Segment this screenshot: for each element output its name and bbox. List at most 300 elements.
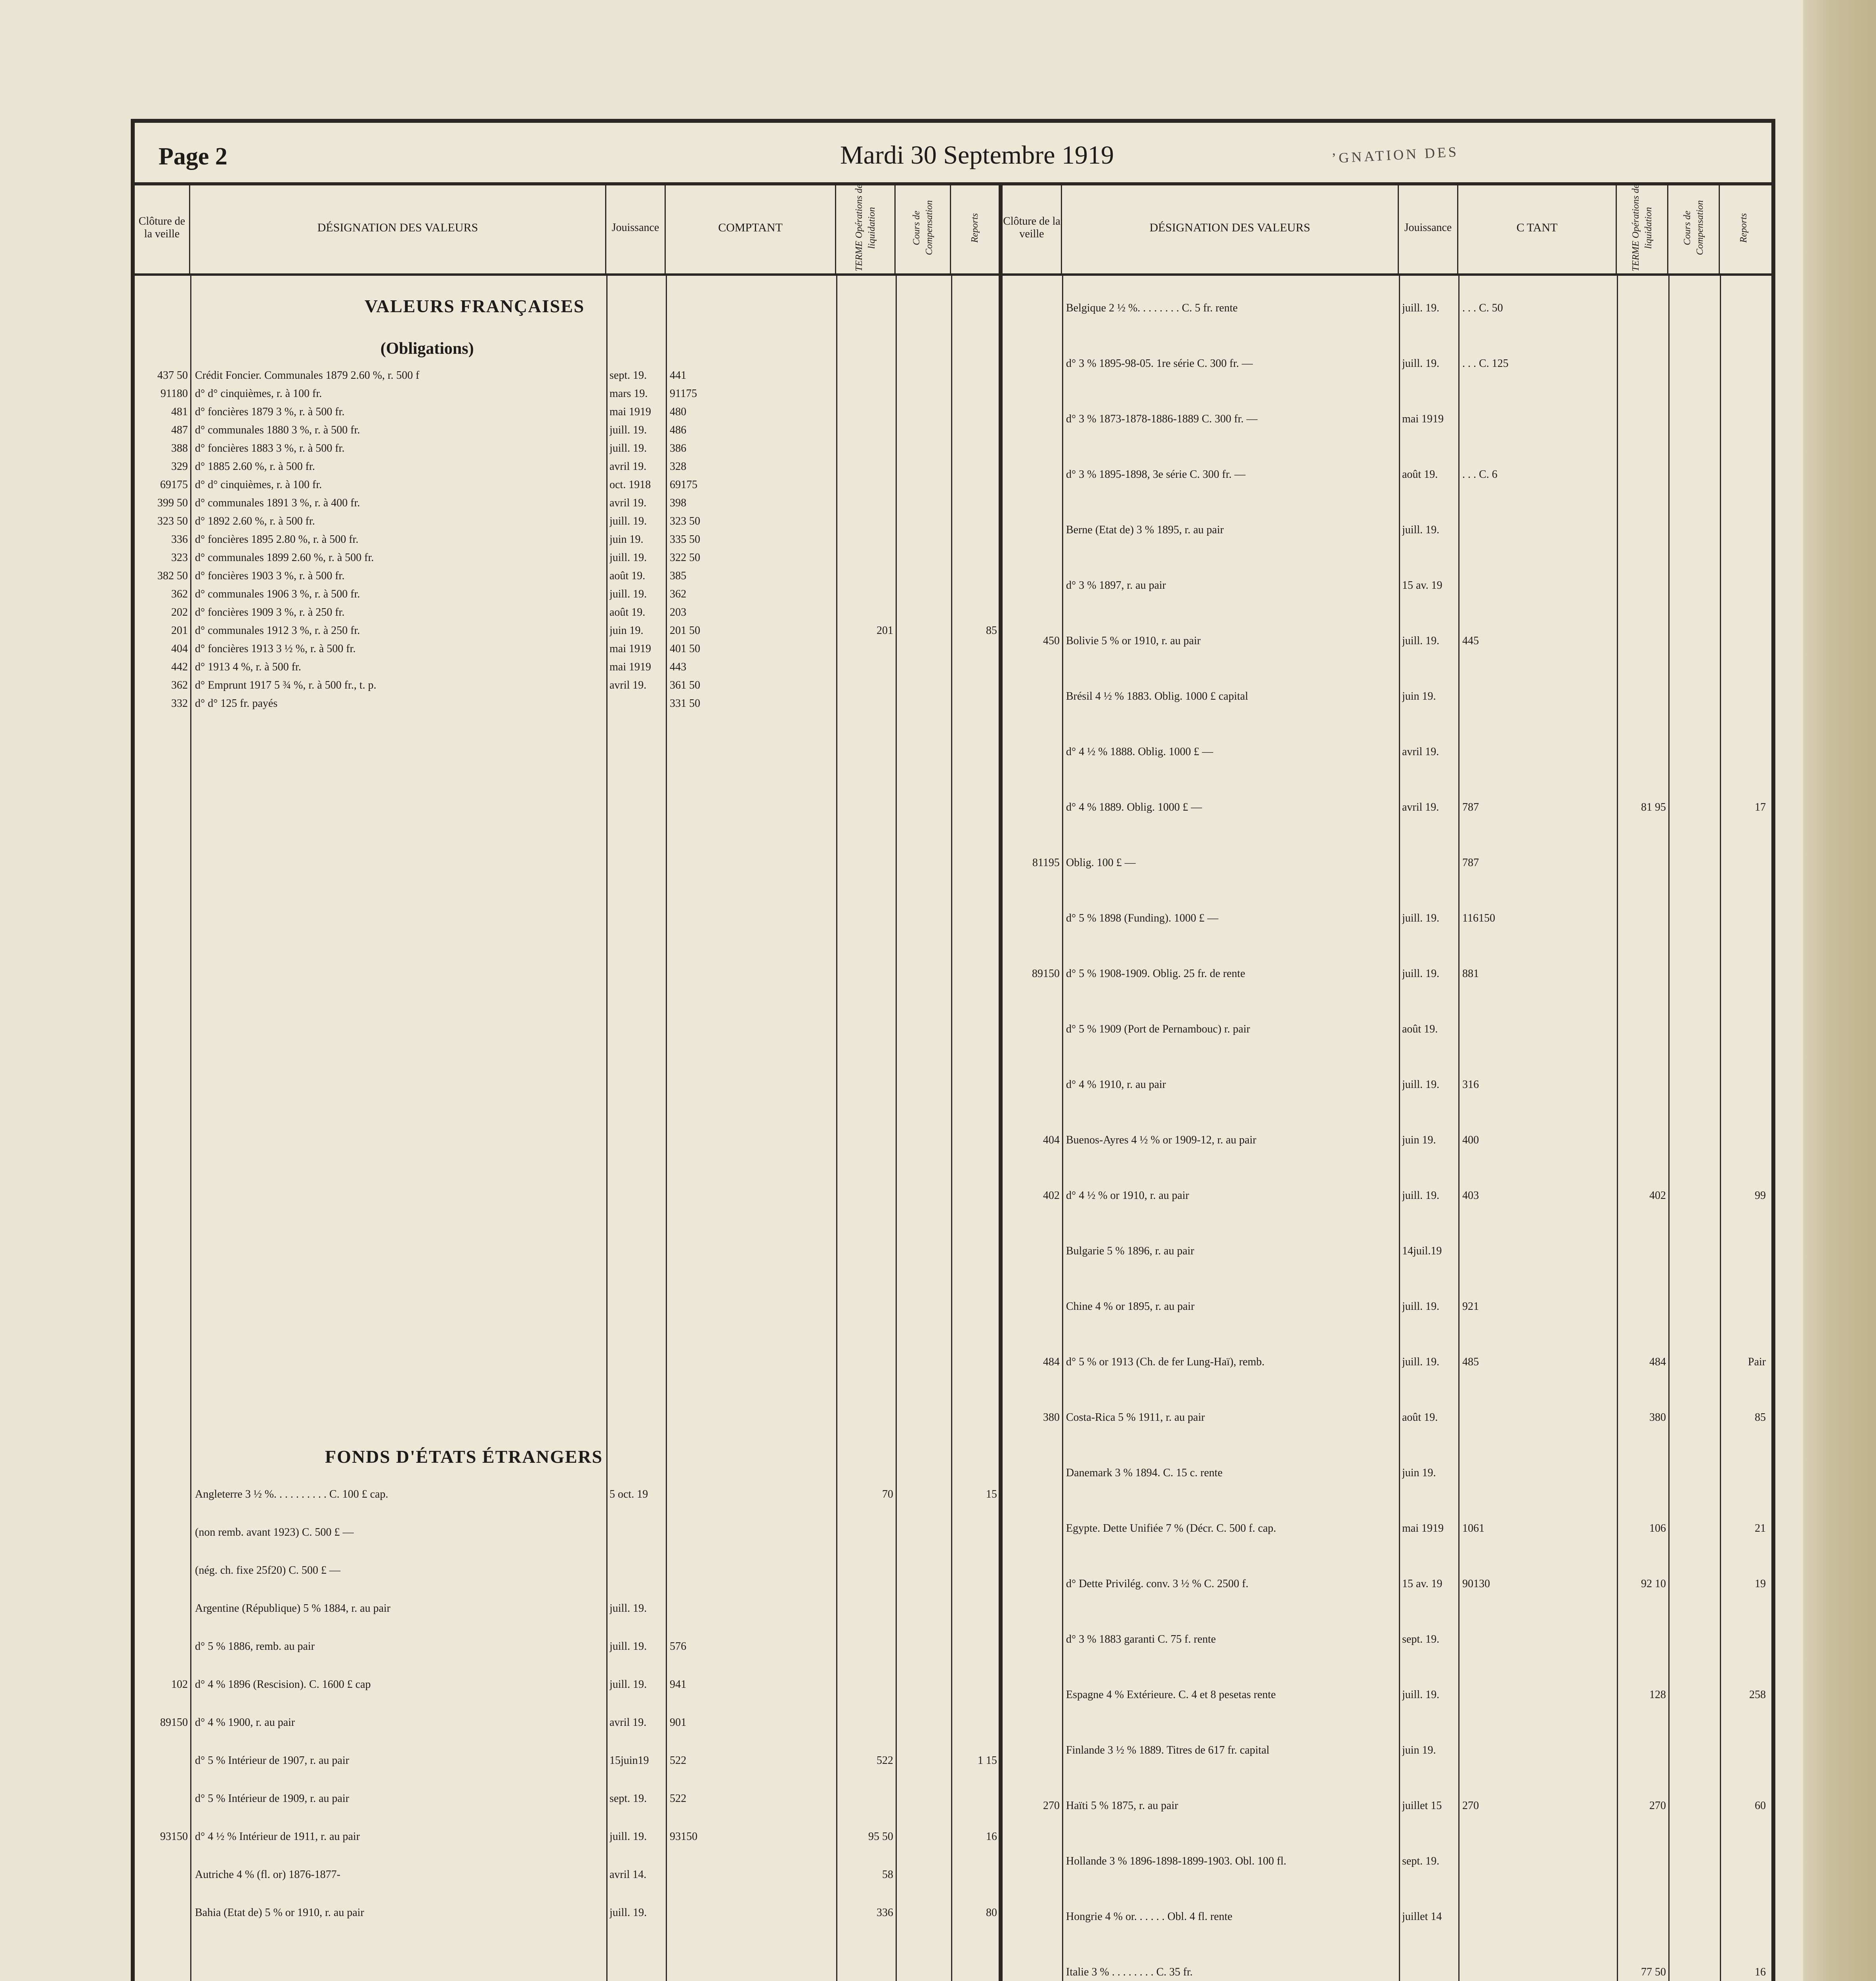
table-row: [135, 604, 999, 622]
cell-cloture: 91180: [160, 387, 188, 400]
cell-jouissance: avril 19.: [609, 679, 647, 691]
cell-designation: Hongrie 4 % or. . . . . . Obl. 4 fl. rente: [1066, 1910, 1232, 1923]
cell-comptant: 93150: [670, 1830, 697, 1843]
cell-jouissance: mai 1919: [609, 406, 651, 418]
cell-jouissance: juillet 15: [1402, 1800, 1442, 1812]
cell-designation: d° 5 % 1909 (Port de Pernambouc) r. pair: [1066, 1023, 1250, 1035]
section-subheading: [135, 335, 999, 367]
newspaper-page: [131, 119, 1775, 1981]
cell-comptant: 116150: [1462, 912, 1495, 924]
page-date: Mardi 30 Septembre 1919: [840, 141, 1114, 170]
cell-designation: d° 5 % 1908-1909. Oblig. 25 fr. de rente: [1066, 968, 1246, 980]
header-cloture: Clôture de la veille: [1003, 182, 1062, 273]
cell-comptant: 443: [670, 661, 686, 673]
cell-reports: 99: [1755, 1189, 1766, 1202]
table-row: [1003, 1464, 1771, 1520]
cell-jouissance: avril 14.: [609, 1868, 647, 1881]
cell-jouissance: 15 av. 19: [1402, 1578, 1442, 1590]
cell-jouissance: juill. 19.: [609, 1907, 647, 1919]
cell-comptant: 322 50: [670, 552, 700, 564]
cell-jouissance: sept. 19.: [609, 1792, 647, 1805]
cell-designation: Autriche 4 % (fl. or) 1876-1877-: [195, 1868, 341, 1881]
cell-terme: 402: [1649, 1189, 1666, 1202]
left-column-headers: [135, 182, 999, 276]
table-row: [135, 1638, 999, 1676]
cell-designation: d° d° cinquièmes, r. à 100 fr.: [195, 387, 322, 400]
cell-designation: Espagne 4 % Extérieure. C. 4 et 8 pesetas rente: [1066, 1689, 1276, 1701]
cell-designation: d° 3 % 1873-1878-1886-1889 C. 300 fr. —: [1066, 413, 1258, 425]
table-row: [135, 385, 999, 403]
cell-terme: 201: [877, 624, 893, 637]
cell-jouissance: mai 1919: [609, 661, 651, 673]
cell-comptant: 201 50: [670, 624, 700, 637]
cell-designation: d° foncières 1913 3 ½ %, r. à 500 fr.: [195, 643, 356, 655]
table-row: [1003, 1242, 1771, 1298]
cell-jouissance: août 19.: [1402, 1411, 1438, 1424]
cell-jouissance: juin 19.: [609, 533, 644, 546]
table-row: [1003, 688, 1771, 743]
cell-designation: d° communales 1912 3 %, r. à 250 fr.: [195, 624, 360, 637]
cell-comptant: 362: [670, 588, 686, 600]
table-row: [135, 531, 999, 549]
cell-cloture: 442: [171, 661, 188, 673]
cell-cloture: 332: [171, 697, 188, 710]
cell-comptant: 335 50: [670, 533, 700, 546]
table-row: [1003, 1132, 1771, 1187]
table-row: [135, 1714, 999, 1752]
cell-comptant: 576: [670, 1640, 686, 1653]
cell-reports: 16: [1755, 1966, 1766, 1978]
cell-cloture: 362: [171, 679, 188, 691]
section-title-valeurs-francaises: VALEURS FRANÇAISES: [365, 296, 585, 316]
cell-designation: d° communales 1906 3 %, r. à 500 fr.: [195, 588, 360, 600]
cell-comptant: . . . C. 125: [1462, 357, 1509, 370]
cell-cloture: 481: [171, 406, 188, 418]
table-row: [1003, 1686, 1771, 1742]
table-row: [1003, 466, 1771, 521]
cell-comptant: 328: [670, 460, 686, 473]
cell-jouissance: 5 oct. 19: [609, 1488, 648, 1500]
table-row: [135, 458, 999, 476]
cell-jouissance: avril 19.: [609, 497, 647, 509]
cell-jouissance: 15juin19: [609, 1754, 649, 1767]
cell-comptant: 787: [1462, 801, 1479, 813]
table-row: [1003, 1076, 1771, 1132]
cell-jouissance: août 19.: [1402, 1023, 1438, 1035]
page-header: [135, 123, 1771, 185]
cell-reports: Pair: [1748, 1356, 1766, 1368]
cell-jouissance: juill. 19.: [1402, 1689, 1440, 1701]
table-row: [1003, 910, 1771, 965]
page-binding-edge: [1803, 0, 1876, 1981]
cell-comptant: 441: [670, 369, 686, 382]
table-row: [135, 695, 999, 713]
table-row: [1003, 1631, 1771, 1686]
cell-cloture: 382 50: [157, 570, 188, 582]
cell-terme: 58: [882, 1868, 893, 1881]
cell-comptant: 881: [1462, 968, 1479, 980]
section-heading: [135, 276, 999, 335]
cell-jouissance: 14juil.19: [1402, 1245, 1442, 1257]
cell-jouissance: 15 av. 19: [1402, 579, 1442, 592]
cell-comptant: 386: [670, 442, 686, 454]
cell-comptant: 400: [1462, 1134, 1479, 1146]
cell-cloture: 89150: [160, 1716, 188, 1729]
cell-terme: 106: [1649, 1522, 1666, 1534]
cell-designation: d° foncières 1883 3 %, r. à 500 fr.: [195, 442, 345, 454]
table-row: [1003, 1742, 1771, 1797]
cell-jouissance: avril 19.: [1402, 746, 1439, 758]
cell-designation: Buenos-Ayres 4 ½ % or 1909-12, r. au pair: [1066, 1134, 1257, 1146]
cell-jouissance: juill. 19.: [609, 1678, 647, 1691]
cell-comptant: 485: [1462, 1356, 1479, 1368]
cell-reports: 80: [986, 1907, 997, 1919]
cell-jouissance: juill. 19.: [609, 1640, 647, 1653]
table-row: [135, 1866, 999, 1904]
cell-cloture: 69175: [160, 479, 188, 491]
cell-jouissance: juin 19.: [1402, 1467, 1436, 1479]
header-designation: DÉSIGNATION DES VALEURS: [1062, 182, 1399, 273]
header-cours-compensation: Cours de Compensation: [896, 182, 951, 273]
cell-designation: d° 1892 2.60 %, r. à 500 fr.: [195, 515, 315, 527]
cell-designation: d° 4 ½ % 1888. Oblig. 1000 £ —: [1066, 746, 1213, 758]
valeurs-francaises-rows: [135, 367, 999, 713]
cell-jouissance: juill. 19.: [1402, 524, 1440, 536]
cell-reports: 15: [986, 1488, 997, 1500]
right-column-block: [1003, 182, 1771, 1981]
cell-cloture: 362: [171, 588, 188, 600]
cell-terme: 380: [1649, 1411, 1666, 1424]
table-row: [135, 422, 999, 440]
right-rows: [1003, 276, 1771, 1981]
cell-comptant: 403: [1462, 1189, 1479, 1202]
cell-comptant: 901: [670, 1716, 686, 1729]
cell-cloture: 202: [171, 606, 188, 618]
cell-designation: d° communales 1899 2.60 %, r. à 500 fr.: [195, 552, 374, 564]
cell-designation: d° Emprunt 1917 5 ¾ %, r. à 500 fr., t. p.: [195, 679, 376, 691]
spacer: [1003, 276, 1771, 300]
cell-cloture: 201: [171, 624, 188, 637]
cell-cloture: 404: [1043, 1134, 1060, 1146]
header-stamp: ’GNATION DES: [1331, 143, 1459, 166]
table-row: [1003, 1187, 1771, 1242]
table-row: [1003, 1964, 1771, 1981]
cell-comptant: 522: [670, 1792, 686, 1805]
table-row: [1003, 965, 1771, 1021]
cell-designation: d° 4 % 1900, r. au pair: [195, 1716, 295, 1729]
table-row: [1003, 1298, 1771, 1353]
table-row: [135, 476, 999, 494]
cell-comptant: 401 50: [670, 643, 700, 655]
cell-designation: d° communales 1891 3 %, r. à 400 fr.: [195, 497, 360, 509]
cell-designation: d° 5 % or 1913 (Ch. de fer Lung-Haï), remb.: [1066, 1356, 1265, 1368]
cell-terme: 484: [1649, 1356, 1666, 1368]
cell-designation: d° 1885 2.60 %, r. à 500 fr.: [195, 460, 315, 473]
header-comptant: COMPTANT: [666, 182, 836, 273]
cell-comptant: 90130: [1462, 1578, 1490, 1590]
cell-designation: d° 3 % 1883 garanti C. 75 f. rente: [1066, 1633, 1216, 1645]
cell-jouissance: juill. 19.: [1402, 912, 1440, 924]
table-row: [1003, 1853, 1771, 1908]
cell-jouissance: juill. 19.: [609, 442, 647, 454]
cell-jouissance: juill. 19.: [1402, 1356, 1440, 1368]
cell-jouissance: juill. 19.: [609, 588, 647, 600]
cell-terme: 336: [877, 1907, 893, 1919]
cell-jouissance: juin 19.: [1402, 1134, 1436, 1146]
table-row: [1003, 632, 1771, 688]
cell-designation: Bahia (Etat de) 5 % or 1910, r. au pair: [195, 1907, 364, 1919]
cell-designation: Oblig. 100 £ —: [1066, 857, 1136, 869]
cell-cloture: 484: [1043, 1356, 1060, 1368]
cell-jouissance: juill. 19.: [609, 1830, 647, 1843]
cell-designation: d° 3 % 1895-1898, 3e série C. 300 fr. —: [1066, 468, 1246, 481]
cell-cloture: 102: [171, 1678, 188, 1691]
cell-jouissance: août 19.: [609, 606, 646, 618]
cell-comptant: 323 50: [670, 515, 700, 527]
cell-jouissance: juill. 19.: [1402, 1078, 1440, 1091]
cell-designation: Costa-Rica 5 % 1911, r. au pair: [1066, 1411, 1205, 1424]
cell-designation: Haïti 5 % 1875, r. au pair: [1066, 1800, 1179, 1812]
table-row: [1003, 521, 1771, 577]
cell-reports: 17: [1755, 801, 1766, 813]
cell-cloture: 450: [1043, 635, 1060, 647]
cell-designation: d° 1913 4 %, r. à 500 fr.: [195, 661, 301, 673]
page-number: Page 2: [159, 143, 227, 170]
cell-jouissance: mai 1919: [1402, 413, 1444, 425]
cell-comptant: 921: [1462, 1300, 1479, 1313]
cell-cloture: 404: [171, 643, 188, 655]
cell-designation: d° 5 % 1898 (Funding). 1000 £ —: [1066, 912, 1219, 924]
table-row: [1003, 355, 1771, 410]
cell-designation: d° 4 % 1910, r. au pair: [1066, 1078, 1166, 1091]
header-terme: TERME Opérations de liquidation: [836, 182, 896, 273]
cell-jouissance: juillet 14: [1402, 1910, 1442, 1923]
table-row: [135, 549, 999, 567]
section-subtitle-obligations: (Obligations): [380, 340, 474, 358]
cell-jouissance: avril 19.: [609, 1716, 647, 1729]
cell-designation: Danemark 3 % 1894. C. 15 c. rente: [1066, 1467, 1223, 1479]
cell-reports: 85: [1755, 1411, 1766, 1424]
table-row: [135, 1562, 999, 1600]
table-row: [1003, 743, 1771, 799]
cell-reports: 85: [986, 624, 997, 637]
cell-jouissance: juill. 19.: [1402, 635, 1440, 647]
cell-jouissance: juill. 19.: [609, 1602, 647, 1615]
cell-jouissance: mai 1919: [1402, 1522, 1444, 1534]
table-row: [135, 1904, 999, 1942]
section-heading: [135, 1426, 999, 1486]
cell-designation: Chine 4 % or 1895, r. au pair: [1066, 1300, 1195, 1313]
cell-designation: d° foncières 1903 3 %, r. à 500 fr.: [195, 570, 345, 582]
cell-terme: 522: [877, 1754, 893, 1767]
table-row: [135, 1828, 999, 1866]
cell-comptant: 203: [670, 606, 686, 618]
table-row: [135, 1524, 999, 1562]
section-title-fonds-etrangers: FONDS D'ÉTATS ÉTRANGERS: [325, 1447, 603, 1467]
cell-jouissance: sept. 19.: [1402, 1633, 1440, 1645]
cell-comptant: 385: [670, 570, 686, 582]
table-row: [135, 513, 999, 531]
table-row: [135, 640, 999, 658]
cell-jouissance: avril 19.: [1402, 801, 1439, 813]
cell-comptant: 270: [1462, 1800, 1479, 1812]
cell-designation: Berne (Etat de) 3 % 1895, r. au pair: [1066, 524, 1224, 536]
cell-designation: d° 5 % 1886, remb. au pair: [195, 1640, 315, 1653]
cell-designation: Bulgarie 5 % 1896, r. au pair: [1066, 1245, 1194, 1257]
cell-cloture: 323 50: [157, 515, 188, 527]
cell-comptant: 787: [1462, 857, 1479, 869]
cell-terme: 81 95: [1641, 801, 1666, 813]
table-row: [135, 367, 999, 385]
cell-jouissance: juin 19.: [1402, 1744, 1436, 1756]
cell-designation: (nég. ch. fixe 25f20) C. 500 £ —: [195, 1564, 341, 1576]
cell-designation: d° 4 ½ % Intérieur de 1911, r. au pair: [195, 1830, 360, 1843]
table-row: [135, 1600, 999, 1638]
cell-jouissance: juill. 19.: [609, 515, 647, 527]
cell-designation: Brésil 4 ½ % 1883. Oblig. 1000 £ capital: [1066, 690, 1248, 702]
cell-comptant: . . . C. 50: [1462, 302, 1503, 314]
cell-designation: (non remb. avant 1923) C. 500 £ —: [195, 1526, 354, 1538]
cell-designation: d° 5 % Intérieur de 1909, r. au pair: [195, 1792, 350, 1805]
table-row: [135, 658, 999, 677]
cell-cloture: 336: [171, 533, 188, 546]
table-row: [1003, 300, 1771, 355]
cell-reports: 19: [1755, 1578, 1766, 1590]
header-designation: DÉSIGNATION DES VALEURS: [190, 182, 606, 273]
cell-designation: d° 4 % 1889. Oblig. 1000 £ —: [1066, 801, 1202, 813]
cell-terme: 128: [1649, 1689, 1666, 1701]
cell-reports: 16: [986, 1830, 997, 1843]
cell-jouissance: mars 19.: [609, 387, 648, 400]
table-row: [1003, 1908, 1771, 1964]
header-cloture: Clôture de la veille: [135, 182, 190, 273]
cell-jouissance: juill. 19.: [1402, 968, 1440, 980]
cell-designation: d° 4 ½ % or 1910, r. au pair: [1066, 1189, 1189, 1202]
cell-designation: d° d° 125 fr. payés: [195, 697, 278, 710]
table-row: [1003, 577, 1771, 632]
cell-jouissance: juill. 19.: [609, 552, 647, 564]
header-comptant: C TANT: [1458, 182, 1617, 273]
cell-cloture: 437 50: [157, 369, 188, 382]
cell-jouissance: juill. 19.: [1402, 1300, 1440, 1313]
cell-terme: 270: [1649, 1800, 1666, 1812]
cell-terme: 92 10: [1641, 1578, 1666, 1590]
cell-jouissance: juill. 19.: [1402, 357, 1440, 370]
cell-designation: d° d° cinquièmes, r. à 100 fr.: [195, 479, 322, 491]
cell-designation: d° Dette Privilég. conv. 3 ½ % C. 2500 f.: [1066, 1578, 1249, 1590]
cell-comptant: 1061: [1462, 1522, 1484, 1534]
cell-comptant: 91175: [670, 387, 697, 400]
cell-designation: d° 4 % 1896 (Rescision). C. 1600 £ cap: [195, 1678, 371, 1691]
header-jouissance: Jouissance: [1399, 182, 1458, 273]
cell-jouissance: juill. 19.: [1402, 302, 1440, 314]
cell-comptant: 398: [670, 497, 686, 509]
cell-cloture: 93150: [160, 1830, 188, 1843]
header-terme: TERME Opérations de liquidation: [1617, 182, 1668, 273]
table-row: [135, 403, 999, 422]
table-row: [135, 586, 999, 604]
table-row: [135, 567, 999, 586]
cell-cloture: 81195: [1032, 857, 1060, 869]
header-jouissance: Jouissance: [606, 182, 666, 273]
cell-comptant: 486: [670, 424, 686, 436]
table-row: [135, 494, 999, 513]
table-row: [1003, 1575, 1771, 1631]
cell-comptant: 69175: [670, 479, 697, 491]
right-column-headers: [1003, 182, 1771, 276]
cell-comptant: 445: [1462, 635, 1479, 647]
cell-designation: Angleterre 3 ½ %. . . . . . . . . . C. 100 £ cap.: [195, 1488, 388, 1500]
cell-cloture: 380: [1043, 1411, 1060, 1424]
cell-jouissance: juin 19.: [1402, 690, 1436, 702]
cell-comptant: 316: [1462, 1078, 1479, 1091]
cell-reports: 21: [1755, 1522, 1766, 1534]
cell-reports: 258: [1749, 1689, 1766, 1701]
cell-designation: Argentine (République) 5 % 1884, r. au pair: [195, 1602, 391, 1615]
table-row: [1003, 799, 1771, 854]
cell-jouissance: mai 1919: [609, 643, 651, 655]
cell-comptant: 522: [670, 1754, 686, 1767]
table-row: [1003, 1021, 1771, 1076]
cell-designation: Italie 3 % . . . . . . . . C. 35 fr.: [1066, 1966, 1193, 1978]
cell-designation: d° 3 % 1897, r. au pair: [1066, 579, 1166, 592]
table-row: [135, 1676, 999, 1714]
cell-comptant: 941: [670, 1678, 686, 1691]
left-rows: [135, 276, 999, 1942]
cell-designation: d° 3 % 1895-98-05. 1re série C. 300 fr. —: [1066, 357, 1253, 370]
cell-reports: 60: [1755, 1800, 1766, 1812]
cell-designation: d° communales 1880 3 %, r. à 500 fr.: [195, 424, 360, 436]
cell-cloture: 89150: [1032, 968, 1060, 980]
table-row: [1003, 1797, 1771, 1853]
cell-cloture: 388: [171, 442, 188, 454]
table-row: [1003, 1353, 1771, 1409]
cell-designation: d° foncières 1895 2.80 %, r. à 500 fr.: [195, 533, 359, 546]
cell-reports: 1 15: [978, 1754, 997, 1767]
cell-cloture: 487: [171, 424, 188, 436]
table-row: [135, 440, 999, 458]
cell-jouissance: août 19.: [1402, 468, 1438, 481]
cell-designation: Bolivie 5 % or 1910, r. au pair: [1066, 635, 1201, 647]
cell-cloture: 323: [171, 552, 188, 564]
header-reports: Reports: [970, 213, 980, 243]
cell-designation: Hollande 3 % 1896-1898-1899-1903. Obl. 100 fl.: [1066, 1855, 1287, 1867]
cell-designation: d° 5 % Intérieur de 1907, r. au pair: [195, 1754, 350, 1767]
cell-jouissance: oct. 1918: [609, 479, 651, 491]
fonds-etrangers-rows: [135, 1486, 999, 1942]
table-row: [135, 1752, 999, 1790]
table-row: [1003, 1409, 1771, 1464]
left-column-block: [135, 182, 1003, 1981]
table-row: [1003, 854, 1771, 910]
cell-jouissance: juin 19.: [609, 624, 644, 637]
cell-cloture: 329: [171, 460, 188, 473]
cell-designation: d° foncières 1879 3 %, r. à 500 fr.: [195, 406, 345, 418]
cell-jouissance: avril 19.: [609, 460, 647, 473]
cell-comptant: 480: [670, 406, 686, 418]
table-row: [135, 1790, 999, 1828]
cell-terme: 95 50: [868, 1830, 893, 1843]
cell-comptant: 331 50: [670, 697, 700, 710]
cell-jouissance: août 19.: [609, 570, 646, 582]
cell-designation: Egypte. Dette Unifiée 7 % (Décr. C. 500 f. cap.: [1066, 1522, 1276, 1534]
table-row: [135, 677, 999, 695]
cell-jouissance: sept. 19.: [1402, 1855, 1440, 1867]
cell-jouissance: juill. 19.: [609, 424, 647, 436]
cell-designation: Belgique 2 ½ %. . . . . . . . C. 5 fr. rente: [1066, 302, 1238, 314]
cell-terme: 70: [882, 1488, 893, 1500]
cell-cloture: 402: [1043, 1189, 1060, 1202]
